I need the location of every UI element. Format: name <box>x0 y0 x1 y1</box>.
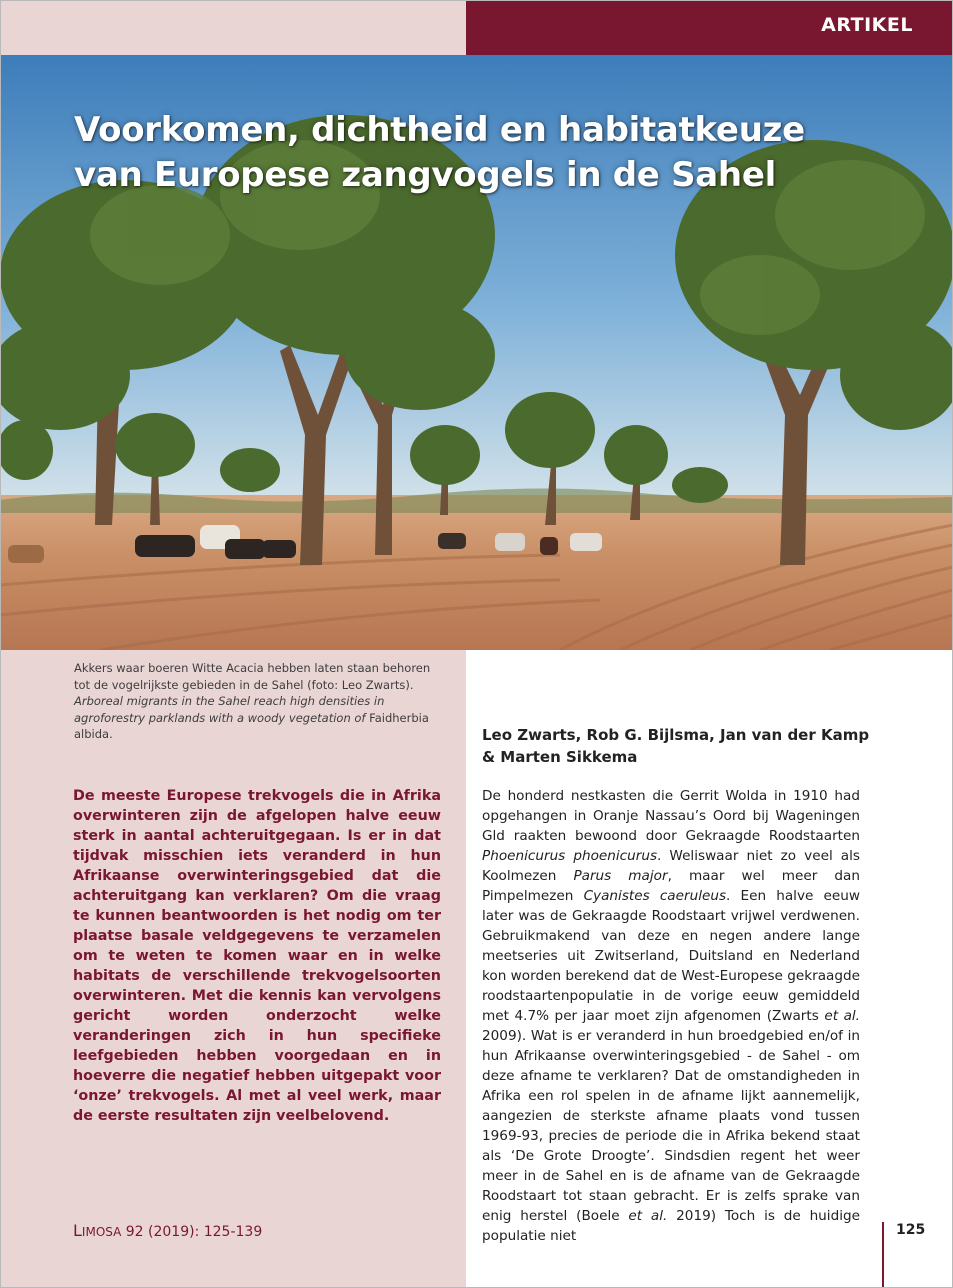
caption-english: Arboreal migrants in the Sahel reach high densities in agroforestry parklands with a woody vegetation of <box>74 694 385 725</box>
article-title-line-1: Voorkomen, dichtheid en habitatkeuze <box>74 110 805 150</box>
journal-name-initial: L <box>73 1221 82 1240</box>
citation-et-al: et al. <box>824 1008 860 1024</box>
species-name: Phoenicurus phoenicurus <box>482 848 658 864</box>
header-left-panel <box>0 0 466 55</box>
caption-dutch: Akkers waar boeren Witte Acacia hebben laten staan behoren tot de vogelrijkste gebieden in de Sahel (foto: Leo Zwarts). <box>74 661 431 692</box>
journal-citation <box>73 1221 262 1240</box>
body-text-3: , maar wel meer dan Pimpelmezen <box>482 868 860 904</box>
body-text-4: . Een halve eeuw later was de Gekraagde Roodstaart vrijwel verdwenen. Gebruikmakend van deze en negen andere lange meetseries uit Zwitserland, Duitsland en Nederland kon worden berekend dat de West-Europese gekraagde roodstaartenpopulatie in de vorige eeuw gemiddeld met 4.7% per jaar moet zijn afgenomen (Zwarts <box>482 888 860 1024</box>
article-title-line-2: van Europese zangvogels in de Sahel <box>74 155 776 195</box>
abstract-text: De meeste Europese trekvogels die in Afrika overwinteren zijn de afgelopen halve eeuw sterk in aantal achteruitgegaan. Is er in dat tijdvak misschien iets veranderd in hun Afrikaanse overwinteringsgebied dat die achteruitgang kan verklaren? Om die vraag te kunnen beantwoorden is het nodig om ter plaatse basale veldgegevens te verzamelen om te weten te komen waar en in welke habitats de verschillende trekvogelsoorten overwinteren. Met die kennis kan vervolgens gericht worden onderzocht welke veranderingen zich in hun specifieke leefgebieden hebben voorgedaan en in hoeverre die negatief hebben uitgepakt voor ‘onze’ trekvogels. Al met al veel werk, maar de eerste resultaten zijn veelbelovend. <box>73 788 441 1124</box>
section-header-bar <box>466 0 953 55</box>
photo-caption <box>74 660 444 743</box>
body-text-6: 2019) Toch is de huidige populatie niet <box>482 1208 860 1244</box>
body-paragraph <box>482 786 860 1246</box>
species-name: Cyanistes caeruleus <box>583 888 727 904</box>
journal-name-rest: IMOSA <box>81 1225 122 1239</box>
journal-issue: 92 (2019): 125-139 <box>121 1224 263 1240</box>
article-title <box>74 108 805 198</box>
species-name: Parus major <box>573 868 668 884</box>
page-number-rule <box>882 1222 884 1288</box>
body-text-2: . Weliswaar niet zo veel als Koolmezen <box>482 848 860 884</box>
section-label: ARTIKEL <box>821 14 913 36</box>
body-text-1: De honderd nestkasten die Gerrit Wolda in 1910 had opgehangen in Oranje Nassau’s Oord bij Wageningen Gld raakten bewoond door Gekraagde Roodstaarten <box>482 788 860 844</box>
body-text-5: 2009). Wat is er veranderd in hun broedgebied en/of in hun Afrikaanse overwinteringsgebied - de Sahel - om deze afname te verklaren? Dat de omstandigheden in Afrika een rol spelen in de afname lijkt aannemelijk, aangezien de sterkste afname plaats vond tussen 1969-93, precies de periode die in Afrika bekend staat als ‘De Grote Droogte’. Sindsdien regent het weer meer in de Sahel en is de afname van de Gekraagde Roodstaart tot staan gebracht. Er is zelfs sprake van enig herstel (Boele <box>482 1028 860 1224</box>
caption-species: Faidherbia albida. <box>74 710 429 741</box>
article-authors: Leo Zwarts, Rob G. Bijlsma, Jan van der Kamp & Marten Sikkema <box>482 726 870 766</box>
citation-et-al: et al. <box>628 1208 668 1224</box>
page-number: 125 <box>896 1222 926 1238</box>
